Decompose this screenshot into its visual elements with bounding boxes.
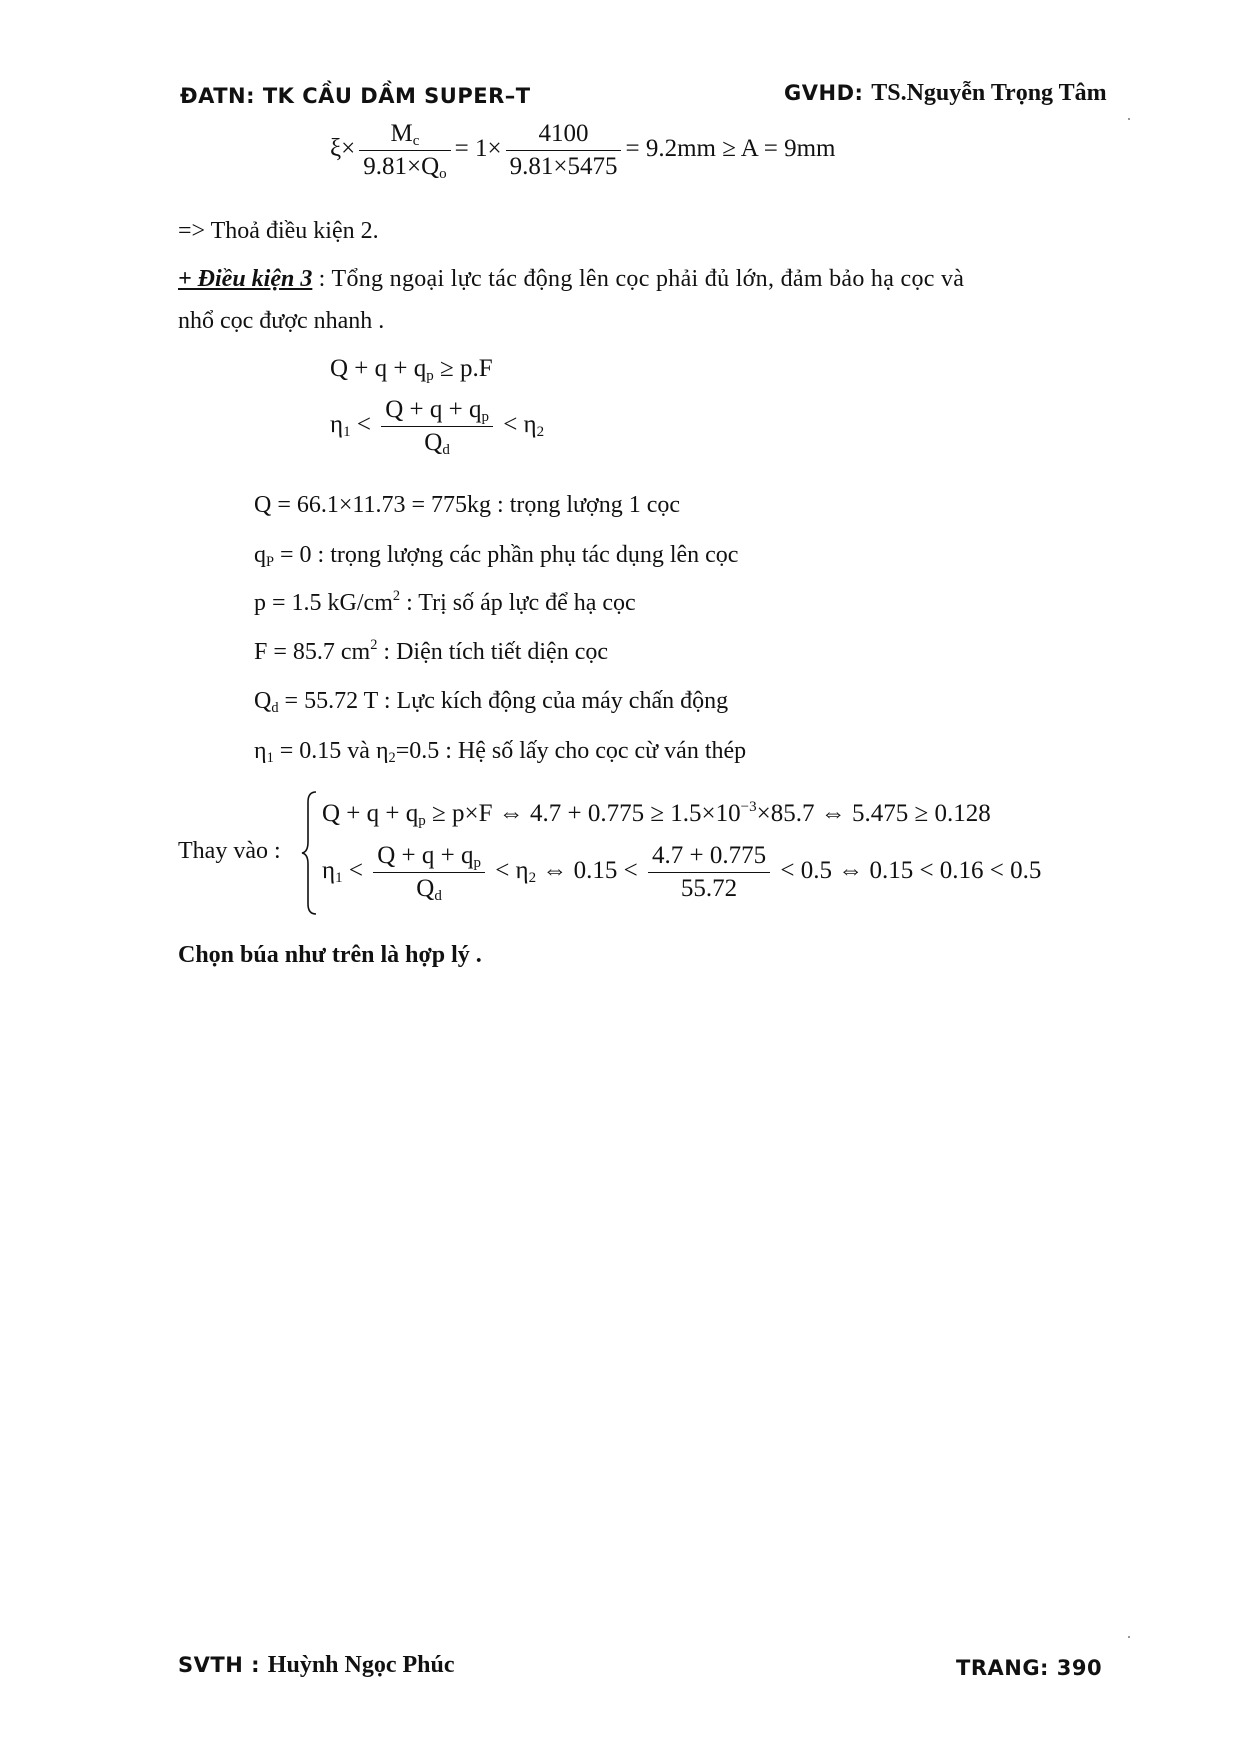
eta-b: = 0.15 và η [273,738,389,764]
ineq-frac-num: Q + q + q [385,396,482,423]
footer-page-number: TRANG: 390 [956,1656,1103,1680]
ineq-lt: < [350,411,378,439]
eq1-den2: 9.81×5475 [506,150,622,181]
eq1-num1: M [390,120,413,147]
ineq-frac-den-sub: d [442,442,450,458]
eq1-num2: 4100 [538,120,589,147]
F-sup: 2 [370,637,378,653]
ineq-l1-b: ≥ p.F [433,355,493,382]
F-definition [254,637,608,668]
ineq-eta1-sub: 1 [343,424,351,441]
ineq-eta2-sub: 2 [536,424,545,441]
ineq-frac [381,396,493,457]
ineq-eta1: η [330,411,344,439]
satisfy-condition-2: => Thoả điều kiện 2. [178,218,379,244]
condition-3-line2: nhổ cọc được nhanh . [178,308,385,334]
system-row1 [322,800,991,828]
sys-r2-eta: η [322,857,336,885]
header-left: ĐATN: TK CẦU DẦM SUPER–T [180,84,531,108]
Qd-sub: d [271,700,279,716]
sys-r2-frac1 [373,842,485,903]
sys-r2-num2: 4.7 + 0.775 [652,842,767,869]
header-right-label: GVHD: [784,81,872,105]
sys-r2-mid2: ⇔ 0.15 < [536,857,644,885]
sys-r2-num-sub: p [473,855,481,871]
header-right-name: TS.Nguyễn Trọng Tâm [871,80,1107,106]
sys-r2-tail: < 0.5 ⇔ 0.15 < 0.16 < 0.5 [774,857,1042,885]
eq1-num1-sub: c [412,133,420,149]
eq1-den1-sub: o [439,166,447,182]
eta-sub1: 1 [266,750,274,766]
sys-r1-a: Q + q + q [322,800,419,827]
header-right [784,80,1107,107]
eq1-den1: 9.81×Q [363,153,440,180]
margin-mark [1128,118,1130,120]
p-definition [254,588,636,619]
ineq-frac-num-sub: p [481,409,489,425]
eq1-tail: = 9.2mm ≥ A = 9mm [625,135,836,163]
footer-margin-mark [1128,1636,1130,1638]
condition-3-line1 [178,264,964,295]
p-b: : Trị số áp lực để hạ cọc [400,590,636,616]
sys-r2-lt: < [342,857,370,885]
ineq-l1-a: Q + q + q [330,355,427,382]
eta-sub2: 2 [388,750,396,766]
F-a: F = 85.7 cm [254,639,371,665]
footer-left [178,1652,455,1679]
thay-vao-label: Thay vào : [178,838,281,864]
condition-3-text: : Tổng ngoại lực tác động lên cọc phải đủ lớn, đảm bảo hạ cọc và [312,266,965,292]
ineq-frac-den: Q [424,429,443,456]
eq1-xi: ξ× [330,135,356,163]
system-row2 [322,842,1041,903]
Qd-b: = 55.72 T : Lực kích động của máy chấn động [278,688,729,714]
eta-definition [254,736,746,767]
sys-r2-num: Q + q + q [377,842,474,869]
sys-r2-sub1: 1 [335,870,343,887]
sys-r1-b: ≥ p×F ⇔ 4.7 + 0.775 ≥ 1.5×10 [425,800,741,827]
sys-r1-c: ×85.7 ⇔ 5.475 ≥ 0.128 [756,800,991,827]
eta-a: η [254,738,267,764]
ineq-l1-sub: p [426,368,434,384]
ineq-line2 [330,396,544,457]
Qd-a: Q [254,688,272,714]
eq1-frac2 [506,120,622,181]
conclusion: Chọn búa như trên là hợp lý . [178,942,482,968]
Q-definition: Q = 66.1×11.73 = 775kg : trọng lượng 1 cọc [254,492,681,518]
Qd-definition [254,686,728,717]
sys-r2-den: Q [416,875,435,902]
F-b: : Diện tích tiết diện cọc [377,639,608,665]
sys-r2-den-sub: d [434,888,442,904]
sys-r2-den2: 55.72 [648,872,770,903]
qp-a: q [254,542,266,568]
sys-r1-sub: p [418,813,426,829]
p-a: p = 1.5 kG/cm [254,590,393,616]
footer-left-label: SVTH : [178,1653,268,1677]
qp-b: = 0 : trọng lượng các phần phụ tác dụng lên cọc [274,542,739,568]
footer-left-name: Huỳnh Ngọc Phúc [267,1652,455,1678]
qp-sub: P [266,554,275,570]
sys-r2-mid: < η [488,857,529,885]
ineq-lt2: < η [496,411,537,439]
sys-r2-sub2: 2 [528,870,537,887]
qp-definition [254,540,738,571]
eq1-frac1 [359,120,450,181]
equation-xi [330,120,835,181]
sys-r2-frac2 [648,842,770,903]
ineq-line1 [330,355,493,383]
p-sup: 2 [392,588,401,604]
eq1-mid: = 1× [454,135,502,163]
system-brace [300,790,318,916]
sys-r1-sup: −3 [740,799,757,815]
eta-c: =0.5 : Hệ số lấy cho cọc cừ ván thép [395,738,747,764]
condition-3-label: + Điều kiện 3 [178,266,313,292]
